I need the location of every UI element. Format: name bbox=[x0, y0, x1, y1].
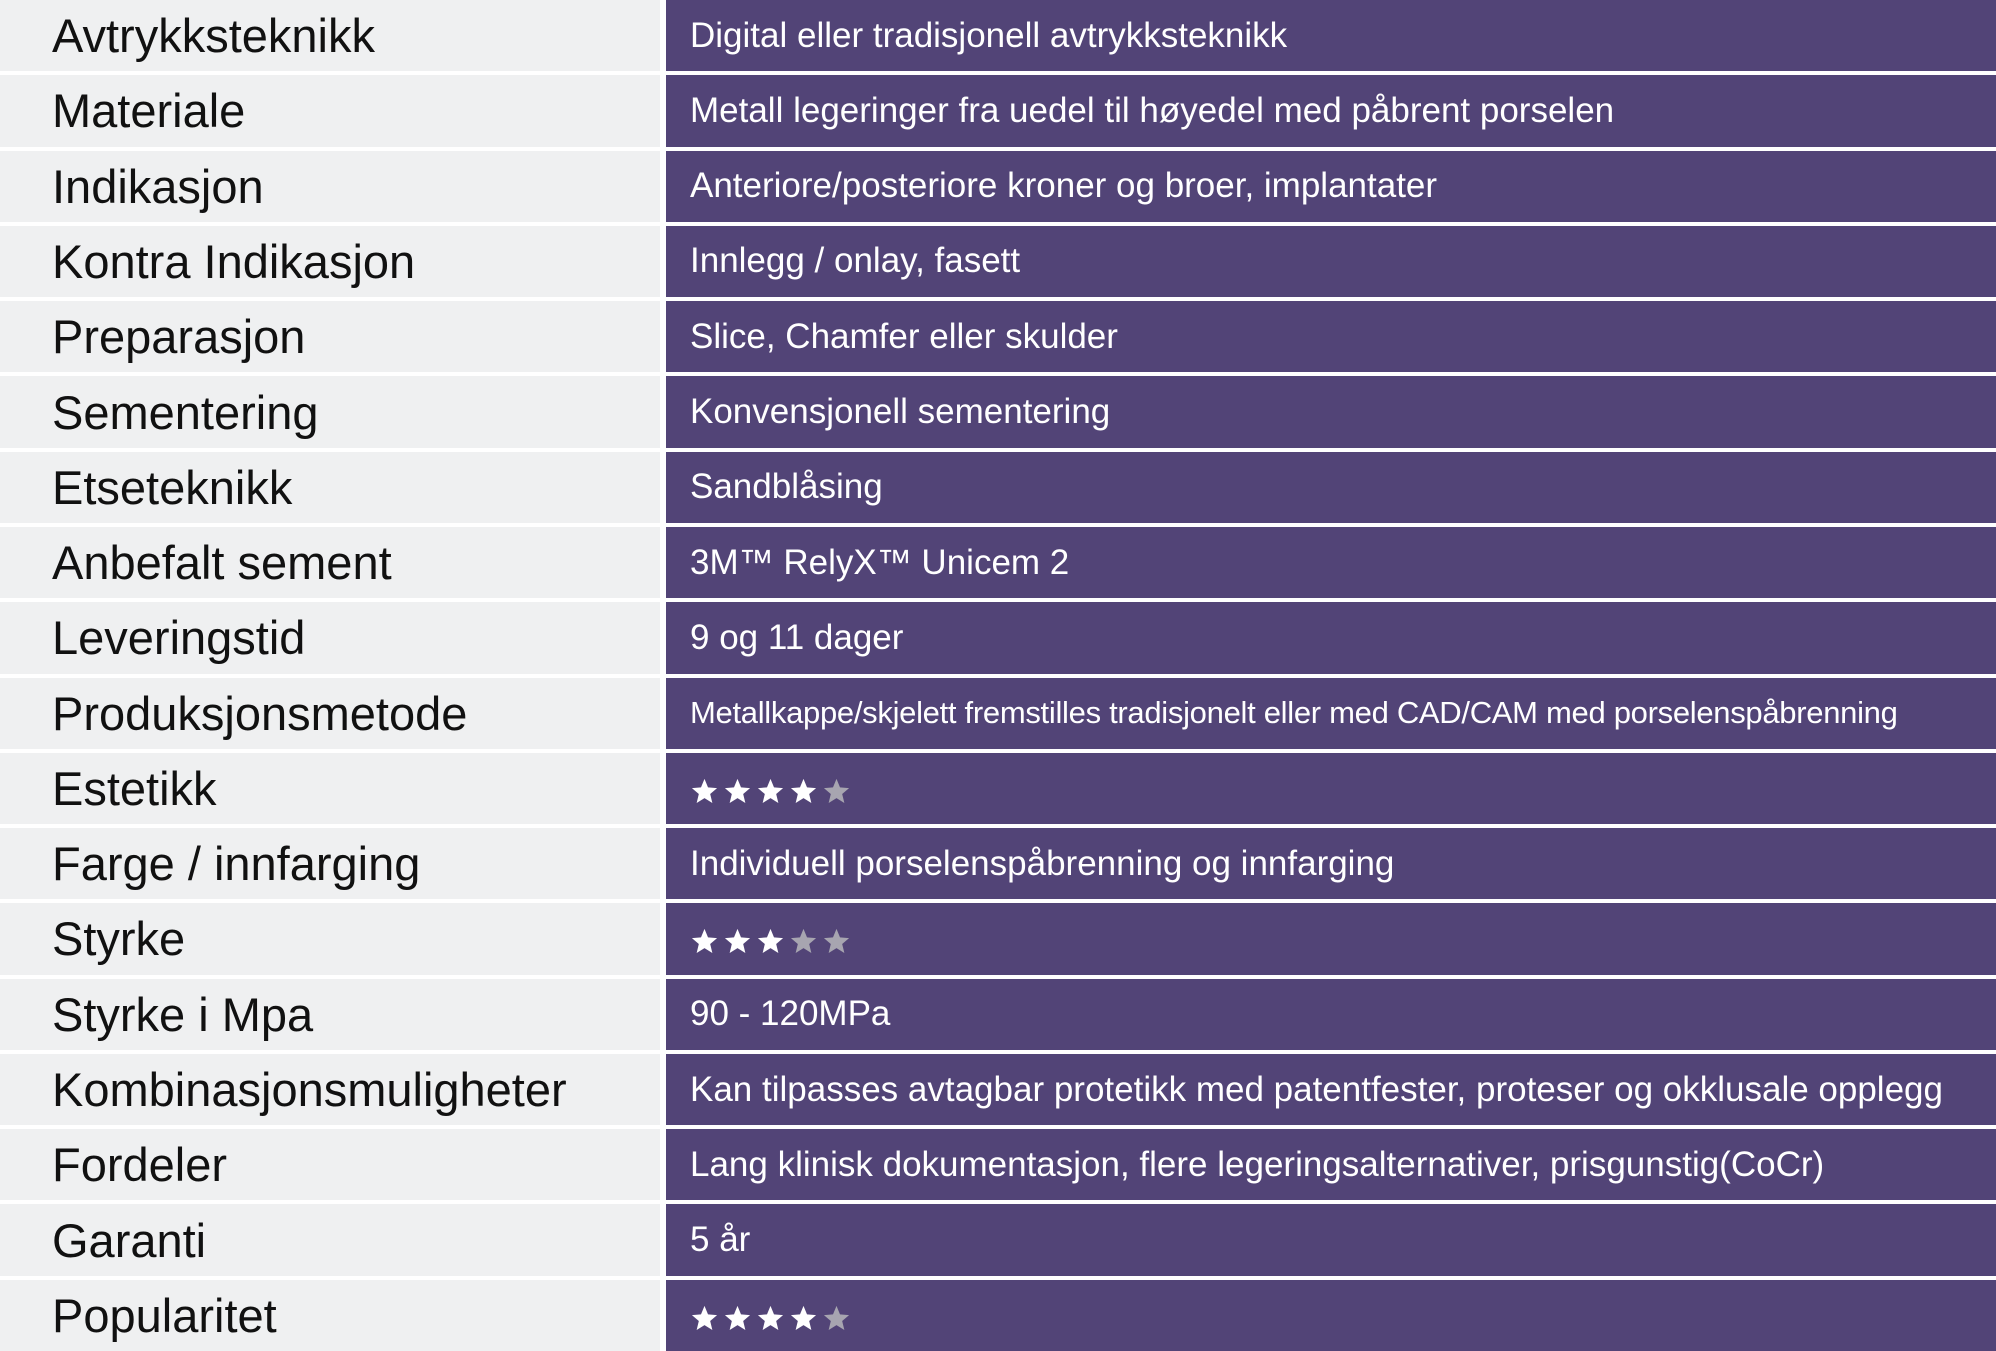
star-empty-icon bbox=[822, 1304, 851, 1333]
row-label: Kontra Indikasjon bbox=[0, 226, 660, 297]
table-row-styrke-i-mpa bbox=[0, 979, 1996, 1050]
star-filled-icon bbox=[756, 777, 785, 806]
table-row-styrke bbox=[0, 903, 1996, 974]
row-label: Popularitet bbox=[0, 1280, 660, 1351]
table-row-indikasjon bbox=[0, 151, 1996, 222]
row-label: Kombinasjonsmuligheter bbox=[0, 1054, 660, 1125]
row-value: Lang klinisk dokumentasjon, flere legeringsalternativer, prisgunstig(CoCr) bbox=[666, 1129, 1996, 1200]
table-row-garanti bbox=[0, 1204, 1996, 1275]
table-row-estetikk bbox=[0, 753, 1996, 824]
row-label: Indikasjon bbox=[0, 151, 660, 222]
row-label: Avtrykksteknikk bbox=[0, 0, 660, 71]
star-rating bbox=[690, 771, 851, 806]
row-value: Sandblåsing bbox=[666, 452, 1996, 523]
row-value: 90 - 120MPa bbox=[666, 979, 1996, 1050]
row-label: Farge / innfarging bbox=[0, 828, 660, 899]
star-filled-icon bbox=[789, 777, 818, 806]
table-row-produksjonsmetode bbox=[0, 678, 1996, 749]
star-empty-icon bbox=[822, 927, 851, 956]
row-label: Preparasjon bbox=[0, 301, 660, 372]
row-label: Styrke i Mpa bbox=[0, 979, 660, 1050]
row-label: Leveringstid bbox=[0, 602, 660, 673]
table-row-popularitet bbox=[0, 1280, 1996, 1351]
table-row-kombinasjonsmuligheter bbox=[0, 1054, 1996, 1125]
star-filled-icon bbox=[723, 1304, 752, 1333]
star-filled-icon bbox=[690, 927, 719, 956]
row-label: Sementering bbox=[0, 376, 660, 447]
row-value: Individuell porselenspåbrenning og innfarging bbox=[666, 828, 1996, 899]
star-rating bbox=[690, 921, 851, 956]
row-value bbox=[666, 903, 1996, 974]
table-row-etseteknikk bbox=[0, 452, 1996, 523]
star-rating bbox=[690, 1298, 851, 1333]
table-row-avtrykksteknikk bbox=[0, 0, 1996, 71]
row-label: Produksjonsmetode bbox=[0, 678, 660, 749]
star-filled-icon bbox=[690, 1304, 719, 1333]
row-value: 5 år bbox=[666, 1204, 1996, 1275]
row-label: Estetikk bbox=[0, 753, 660, 824]
row-label: Materiale bbox=[0, 75, 660, 146]
table-row-anbefalt-sement bbox=[0, 527, 1996, 598]
row-value bbox=[666, 753, 1996, 824]
row-label: Anbefalt sement bbox=[0, 527, 660, 598]
row-label: Styrke bbox=[0, 903, 660, 974]
row-value: Digital eller tradisjonell avtrykksteknikk bbox=[666, 0, 1996, 71]
row-value: Metall legeringer fra uedel til høyedel med påbrent porselen bbox=[666, 75, 1996, 146]
row-label: Garanti bbox=[0, 1204, 660, 1275]
star-filled-icon bbox=[756, 927, 785, 956]
star-filled-icon bbox=[723, 927, 752, 956]
star-empty-icon bbox=[789, 927, 818, 956]
table-row-farge-innfarging bbox=[0, 828, 1996, 899]
row-value: 3M™ RelyX™ Unicem 2 bbox=[666, 527, 1996, 598]
table-row-materiale bbox=[0, 75, 1996, 146]
table-row-kontra-indikasjon bbox=[0, 226, 1996, 297]
row-value: Innlegg / onlay, fasett bbox=[666, 226, 1996, 297]
row-label: Fordeler bbox=[0, 1129, 660, 1200]
star-filled-icon bbox=[723, 777, 752, 806]
star-filled-icon bbox=[690, 777, 719, 806]
row-value: Slice, Chamfer eller skulder bbox=[666, 301, 1996, 372]
row-value: Metallkappe/skjelett fremstilles tradisjonelt eller med CAD/CAM med porselenspåbrenning bbox=[666, 678, 1996, 749]
row-value: Konvensjonell sementering bbox=[666, 376, 1996, 447]
row-value: 9 og 11 dager bbox=[666, 602, 1996, 673]
table-row-preparasjon bbox=[0, 301, 1996, 372]
star-empty-icon bbox=[822, 777, 851, 806]
table-row-sementering bbox=[0, 376, 1996, 447]
row-label: Etseteknikk bbox=[0, 452, 660, 523]
row-value: Anteriore/posteriore kroner og broer, implantater bbox=[666, 151, 1996, 222]
row-value: Kan tilpasses avtagbar protetikk med patentfester, proteser og okklusale opplegg bbox=[666, 1054, 1996, 1125]
star-filled-icon bbox=[789, 1304, 818, 1333]
star-filled-icon bbox=[756, 1304, 785, 1333]
table-row-fordeler bbox=[0, 1129, 1996, 1200]
table-row-leveringstid bbox=[0, 602, 1996, 673]
row-value bbox=[666, 1280, 1996, 1351]
